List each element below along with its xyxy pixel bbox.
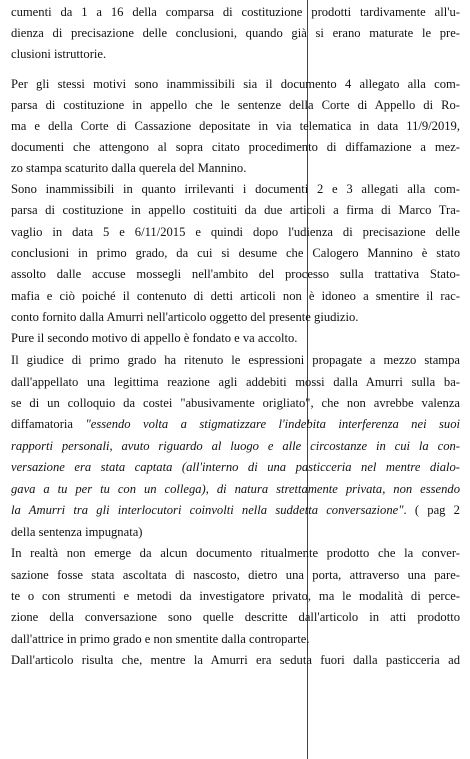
text-segment: clusioni istruttorie. <box>11 47 107 61</box>
text-line <box>11 652 460 668</box>
text-segment: dall'appellato una legittima reazione agli addebiti mossi dalla Amurri sulla ba- <box>11 375 460 389</box>
text-segment: della sentenza impugnata) <box>11 525 143 539</box>
text-line <box>11 609 460 625</box>
text-line <box>11 631 460 647</box>
text-segment: documenti che attengono al sopra citato procedimento di diffamazione a mez- <box>11 140 460 154</box>
text-segment: conclusioni in primo grado, da cui si desume che Calogero Mannino è stato <box>11 246 460 260</box>
text-line <box>11 352 460 368</box>
italic-quote-segment: gava a tu per tu con un collega), di natura strettamente privata, non essendo <box>11 482 460 496</box>
text-line <box>11 202 460 218</box>
text-segment: Per gli stessi motivi sono inammissibili sia il documento 4 allegato alla com- <box>11 77 460 91</box>
text-line <box>11 545 460 561</box>
text-segment: diffamatoria <box>11 417 86 431</box>
italic-quote-segment: la Amurri tra gli interlocutori coinvolti nella suddetta conversazione" <box>11 503 404 517</box>
text-segment: mafia e ciò poiché il contenuto di detti articoli non è idoneo a smentire il rac- <box>11 289 460 303</box>
text-line <box>11 139 460 155</box>
text-line <box>11 160 460 176</box>
text-line <box>11 97 460 113</box>
text-segment: ma e della Corte di Cassazione depositate in via telematica in data 11/9/2019, <box>11 119 460 133</box>
text-line <box>11 76 460 92</box>
text-segment: parsa di costituzione in appello che le sentenze della Corte di Appello di Ro- <box>11 98 460 112</box>
text-segment: te o con strumenti e metodi da investigatore privato, ma le modalità di perce- <box>11 589 460 603</box>
italic-quote-segment: rapporti personali, avuto riguardo al luogo e alle circostanze in cui la con- <box>11 439 460 453</box>
text-segment: In realtà non emerge da alcun documento ritualmente prodotto che la conver- <box>11 546 460 560</box>
text-segment: zione della conversazione sono quelle descritte dall'articolo in atti prodotto <box>11 610 460 624</box>
text-line <box>11 374 460 390</box>
text-segment: Il giudice di primo grado ha ritenuto le espressioni propagate a mezzo stampa <box>11 353 460 367</box>
text-line <box>11 438 460 454</box>
text-line <box>11 118 460 134</box>
text-segment: dienza di precisazione delle conclusioni, quando già si erano maturate le pre- <box>11 26 460 40</box>
text-line <box>11 288 460 304</box>
text-segment: Pure il secondo motivo di appello è fondato e va accolto. <box>11 331 298 345</box>
text-line <box>11 416 460 432</box>
italic-quote-segment: "essendo volta a stigmatizzare l'indebita interferenza nei suoi <box>85 417 460 431</box>
text-line <box>11 46 460 62</box>
text-segment: vaglio in data 5 e 6/11/2015 e quindi dopo l'udienza di precisazione delle <box>11 225 460 239</box>
text-segment: dall'attrice in primo grado e non smentite dalla controparte. <box>11 632 310 646</box>
text-line <box>11 330 460 346</box>
text-segment: cumenti da 1 a 16 della comparsa di costituzione prodotti tardivamente all'u- <box>11 5 460 19</box>
text-line <box>11 4 460 20</box>
text-line <box>11 266 460 282</box>
text-line <box>11 181 460 197</box>
text-segment: sazione fosse stata ascoltata di nascosto, dietro una porta, attraverso una pare- <box>11 568 460 582</box>
text-segment: Dall'articolo risulta che, mentre la Amurri era seduta fuori dalla pasticceria ad <box>11 653 460 667</box>
text-segment: assolto dalle accuse mossegli nell'ambito del processo sulla trattativa Stato- <box>11 267 460 281</box>
text-line <box>11 588 460 604</box>
text-line <box>11 502 460 518</box>
text-line <box>11 25 460 41</box>
text-line <box>11 481 460 497</box>
italic-quote-segment: versazione era stata captata (all'interno di una pasticceria nel mentre dialo- <box>11 460 460 474</box>
text-segment: zo stampa scaturito dalla querela del Mannino. <box>11 161 247 175</box>
text-segment: parsa di costituzione in appello costituiti da due articoli a firma di Marco Tra- <box>11 203 460 217</box>
text-line <box>11 459 460 475</box>
text-segment: . ( pag 2 <box>403 503 460 517</box>
text-line <box>11 524 460 540</box>
text-line <box>11 309 460 325</box>
text-segment: Sono inammissibili in quanto irrilevanti i documenti 2 e 3 allegati alla com- <box>11 182 460 196</box>
text-line <box>11 395 460 411</box>
text-line <box>11 224 460 240</box>
text-segment: se di un colloquio da costei "abusivamente origliato", che non avrebbe valenza <box>11 396 460 410</box>
text-segment: conto fornito dalla Amurri nell'articolo oggetto del presente giudizio. <box>11 310 359 324</box>
text-line <box>11 567 460 583</box>
text-line <box>11 245 460 261</box>
